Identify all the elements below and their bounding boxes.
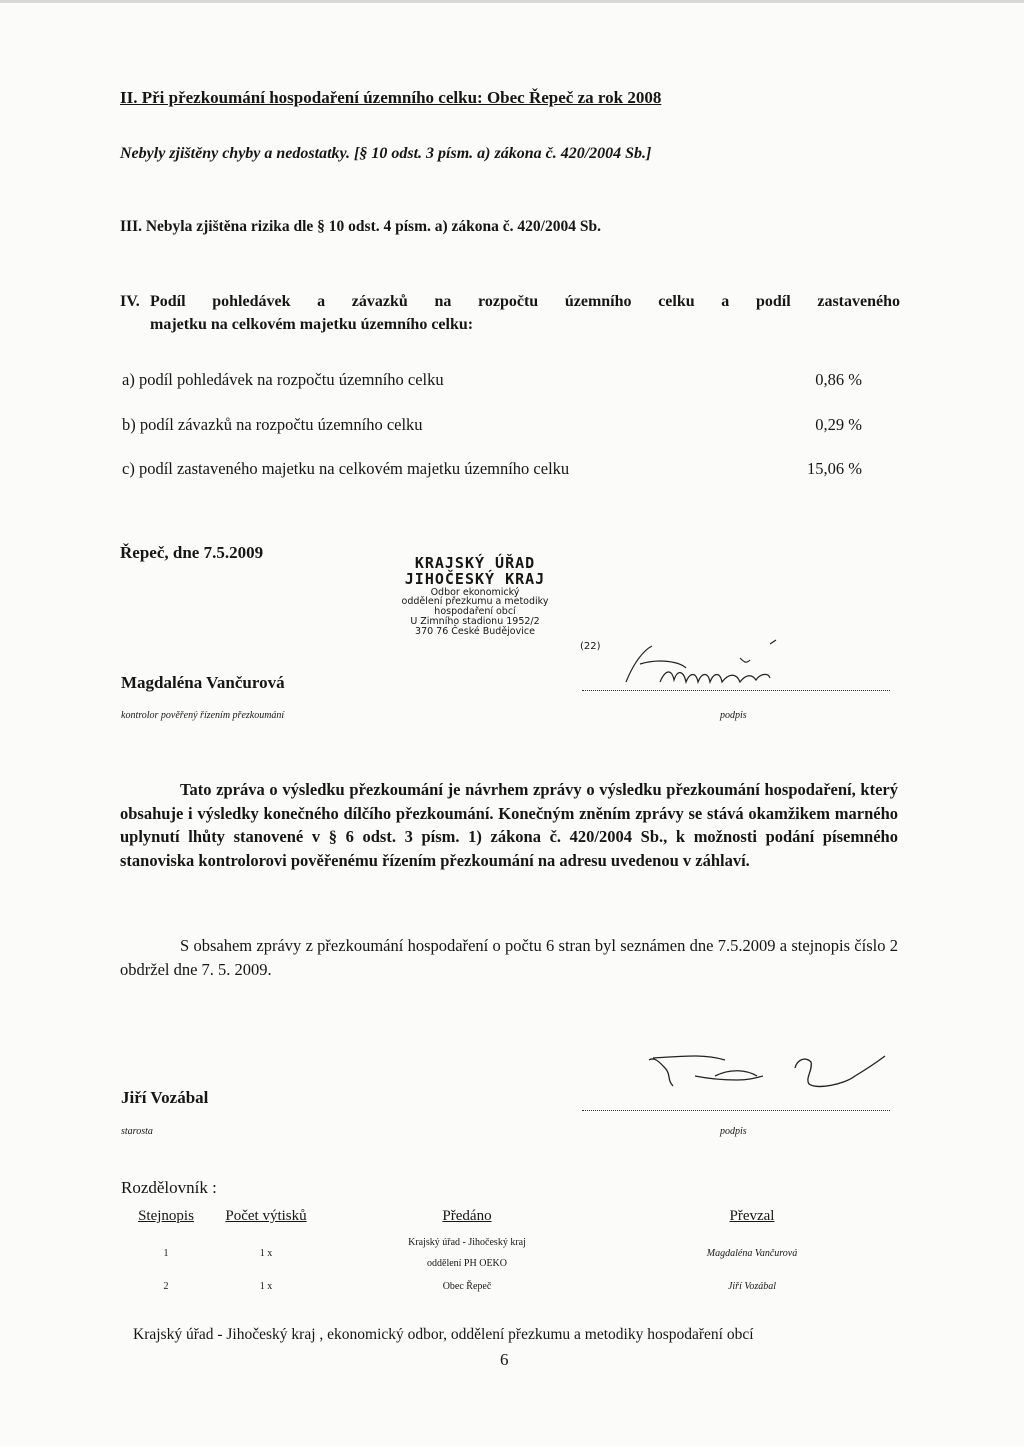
stamp-line: oddělení přezkumu a metodiky: [401, 596, 549, 608]
stamp-line: 370 76 České Budějovice: [415, 626, 535, 638]
ratio-value: 0,29 %: [815, 415, 862, 434]
place-date: Řepeč, dne 7.5.2009: [120, 543, 264, 562]
ratio-label: b) podíl závazků na rozpočtu územního celku: [122, 415, 423, 434]
column-header: Počet výtisků: [225, 1208, 307, 1224]
page-number: 6: [500, 1350, 509, 1369]
signature-line: [582, 690, 890, 691]
controller-role: kontrolor pověřený řízením přezkoumání: [121, 710, 285, 721]
section-2-heading: II. Při přezkoumání hospodaření územního celku: Obec Řepeč za rok 2008: [120, 88, 662, 107]
handed-to: [322, 1231, 612, 1275]
ratio-row-pledged-assets: [122, 459, 862, 479]
copy-count: 1 x: [259, 1247, 273, 1259]
received-by: Magdaléna Vančurová: [706, 1247, 798, 1259]
section-4-heading: [120, 290, 900, 336]
ratio-label: a) podíl pohledávek na rozpočtu územního celku: [122, 370, 444, 389]
ratio-row-liabilities: [122, 415, 862, 435]
section-4-number: IV.: [120, 293, 140, 310]
copy-number: 2: [163, 1281, 169, 1292]
mayor-signature: [645, 1046, 890, 1106]
section-2-note: Nebyly zjištěny chyby a nedostatky. [§ 10 odst. 3 písm. a) zákona č. 420/2004 Sb.]: [120, 145, 652, 162]
section-4-heading-line2: majetku na celkovém majetku územního celku:: [150, 316, 474, 333]
column-header: Stejnopis: [138, 1208, 194, 1224]
mayor-role: starosta: [121, 1126, 153, 1137]
controller-name: Magdaléna Vančurová: [121, 673, 285, 692]
distribution-title: Rozdělovník :: [121, 1178, 217, 1197]
handed-to-line: Krajský úřad - Jihočeský kraj: [408, 1237, 526, 1248]
section-4-heading-line1: Podíl pohledávek a závazků na rozpočtu územního celku a podíl zastaveného: [150, 293, 900, 310]
ratio-value: 15,06 %: [807, 459, 862, 478]
mayor-name: Jiří Vozábal: [121, 1088, 209, 1107]
page-footer: Krajský úřad - Jihočeský kraj , ekonomický odbor, oddělení přezkumu a metodiky hospodaření obcí: [133, 1326, 754, 1343]
handed-to: Obec Řepeč: [442, 1281, 492, 1292]
signature-label: podpis: [720, 1126, 747, 1137]
ratio-value: 0,86 %: [815, 370, 862, 389]
copy-number: 1: [163, 1247, 169, 1259]
signature-line: [582, 1110, 890, 1111]
table-row: [122, 1275, 892, 1298]
column-header: Převzal: [729, 1208, 775, 1224]
stamp-line: JIHOČESKÝ KRAJ: [404, 569, 546, 588]
received-by: Jiří Vozábal: [727, 1281, 777, 1292]
stamp-line: hospodaření obcí: [434, 606, 516, 618]
stamp-line: U Zimního stadionu 1952/2: [410, 616, 540, 628]
stamp-number: (22): [580, 641, 601, 652]
distribution-table: [122, 1208, 892, 1298]
controller-signature: [620, 638, 790, 690]
section-3-heading: III. Nebyla zjištěna rizika dle § 10 odst. 4 písm. a) zákona č. 420/2004 Sb.: [120, 218, 601, 235]
table-row: [122, 1231, 892, 1275]
office-stamp: [370, 556, 580, 637]
ratio-label: c) podíl zastaveného majetku na celkovém majetku územního celku: [122, 459, 570, 478]
table-header-row: [122, 1208, 892, 1231]
stamp-line: Odbor ekonomický: [430, 586, 520, 598]
stamp-line: KRAJSKÝ ÚŘAD: [414, 554, 536, 572]
copy-count: 1 x: [259, 1281, 273, 1292]
acknowledgement-paragraph: S obsahem zprávy z přezkoumání hospodaření o počtu 6 stran byl seznámen dne 7.5.2009 a stejnopis číslo 2 obdržel dne 7. 5. 2009.: [120, 936, 898, 979]
handed-to-line: oddělení PH OEKO: [427, 1258, 507, 1269]
report-notice-paragraph: Tato zpráva o výsledku přezkoumání je návrhem zprávy o výsledku přezkoumání hospodaření, který obsahuje i výsledky konečného dílčího přezkoumání. Konečným zněním zprávy se stává okamžikem marného uplynutí lhůty stanovené v § 6 odst. 3 písm. 1) zákona č. 420/2004 Sb., k možnosti podání písemného stanoviska kontrolorovi pověřenému řízením přezkoumání na adresu uvedenou v záhlaví.: [120, 780, 898, 870]
scan-top-edge: [0, 0, 1024, 3]
ratio-row-receivables: [122, 370, 862, 390]
column-header: Předáno: [442, 1208, 492, 1224]
signature-label: podpis: [720, 710, 747, 721]
